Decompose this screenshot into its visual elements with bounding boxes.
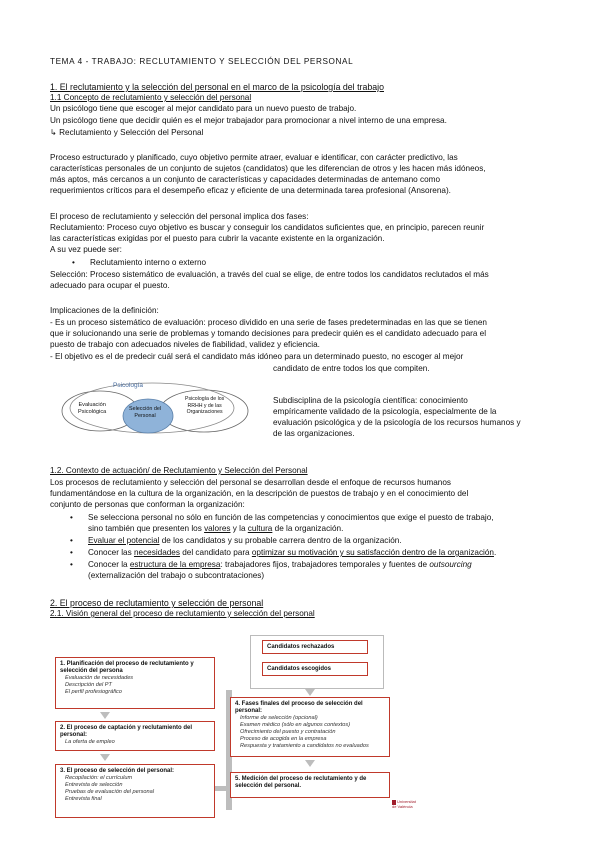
section-2-1-heading: 2.1. Visión general del proceso de reclutamiento y selección del personal	[50, 609, 315, 618]
connector-link	[215, 786, 229, 791]
venn-center-label: Selección del Personal	[129, 406, 162, 419]
step-2-box: 2. El proceso de captación y reclutamiento del personal: La oferta de empleo	[55, 721, 215, 751]
list-item: • Evaluar el potencial de los candidatos y su probable carrera dentro de la organización.	[88, 536, 402, 547]
list-item: • Conocer la estructura de la empresa: trabajadores fijos, trabajadores temporales y fuentes de outsourcing	[88, 560, 472, 571]
arrow-down-icon	[305, 760, 315, 767]
intro-line-2: Un psicólogo tiene que decidir quién es el mejor trabajador para promocionar a nivel interno de una empresa.	[50, 116, 447, 125]
step-4-box: 4. Fases finales del proceso de selección del personal: Informe de selección (opcional) Examen médico (sólo en algunos contextos) Ofrecimiento del puesto y contratación Proceso de acogida en la empresa Respuesta y tratamiento a candidatos no evaluados	[230, 697, 390, 757]
list-item-continuation: (externalización del trabajo o subcontrataciones)	[88, 571, 265, 580]
step-5-box: 5. Medición del proceso de reclutamiento y de selección del personal.	[230, 772, 390, 798]
section-1-1-heading: 1.1 Concepto de reclutamiento y selección del personal	[50, 93, 252, 102]
arrow-down-icon	[100, 754, 110, 761]
venn-top-label: Psicología	[113, 382, 143, 389]
venn-right-label: Psicología de los RRHH y de las Organizaciones	[185, 396, 225, 415]
list-item: • Conocer las necesidades del candidato para optimizar su motivación y su satisfacción dentro de la organización.	[88, 548, 496, 559]
chosen-candidates-box: Candidatos escogidos	[262, 662, 368, 676]
university-logo: Universitat de València	[392, 799, 416, 809]
intro-line-3: ↳ Reclutamiento y Selección del Personal	[50, 128, 204, 137]
rejected-candidates-box: Candidatos rechazados	[262, 640, 368, 654]
section-1-heading: 1. El reclutamiento y la selección del personal en el marco de la psicología del trabajo	[50, 82, 384, 92]
list-item-continuation: sino también que presenten los valores y la cultura de la organización.	[88, 524, 344, 533]
section-1-2-heading: 1.2. Contexto de actuación/ de Reclutamiento y Selección del Personal	[50, 466, 308, 475]
page-title: TEMA 4 - TRABAJO: RECLUTAMIENTO Y SELECCIÓN DEL PERSONAL	[50, 57, 354, 66]
intro-line-1: Un psicólogo tiene que escoger al mejor candidato para un nuevo puesto de trabajo.	[50, 104, 357, 113]
list-item: • Reclutamiento interno o externo	[90, 258, 206, 269]
step-1-box: 1. Planificación del proceso de reclutamiento y selección del persona Evaluación de necesidades Descripción del PT El perfil profesiográfico	[55, 657, 215, 709]
venn-left-label: Evaluación Psicológica	[78, 402, 107, 415]
section-2-heading: 2. El proceso de reclutamiento y selección de personal	[50, 598, 264, 608]
arrow-down-icon	[305, 689, 315, 696]
outcome-frame	[250, 635, 384, 689]
step-3-box: 3. El proceso de selección del personal: Recopilación: el currículum Entrevista de selección Pruebas de evaluación del personal Entrevista final	[55, 764, 215, 818]
arrow-down-icon	[100, 712, 110, 719]
list-item: • Se selecciona personal no sólo en función de las competencias y conocimientos que exige el puesto de trabajo,	[88, 513, 494, 524]
